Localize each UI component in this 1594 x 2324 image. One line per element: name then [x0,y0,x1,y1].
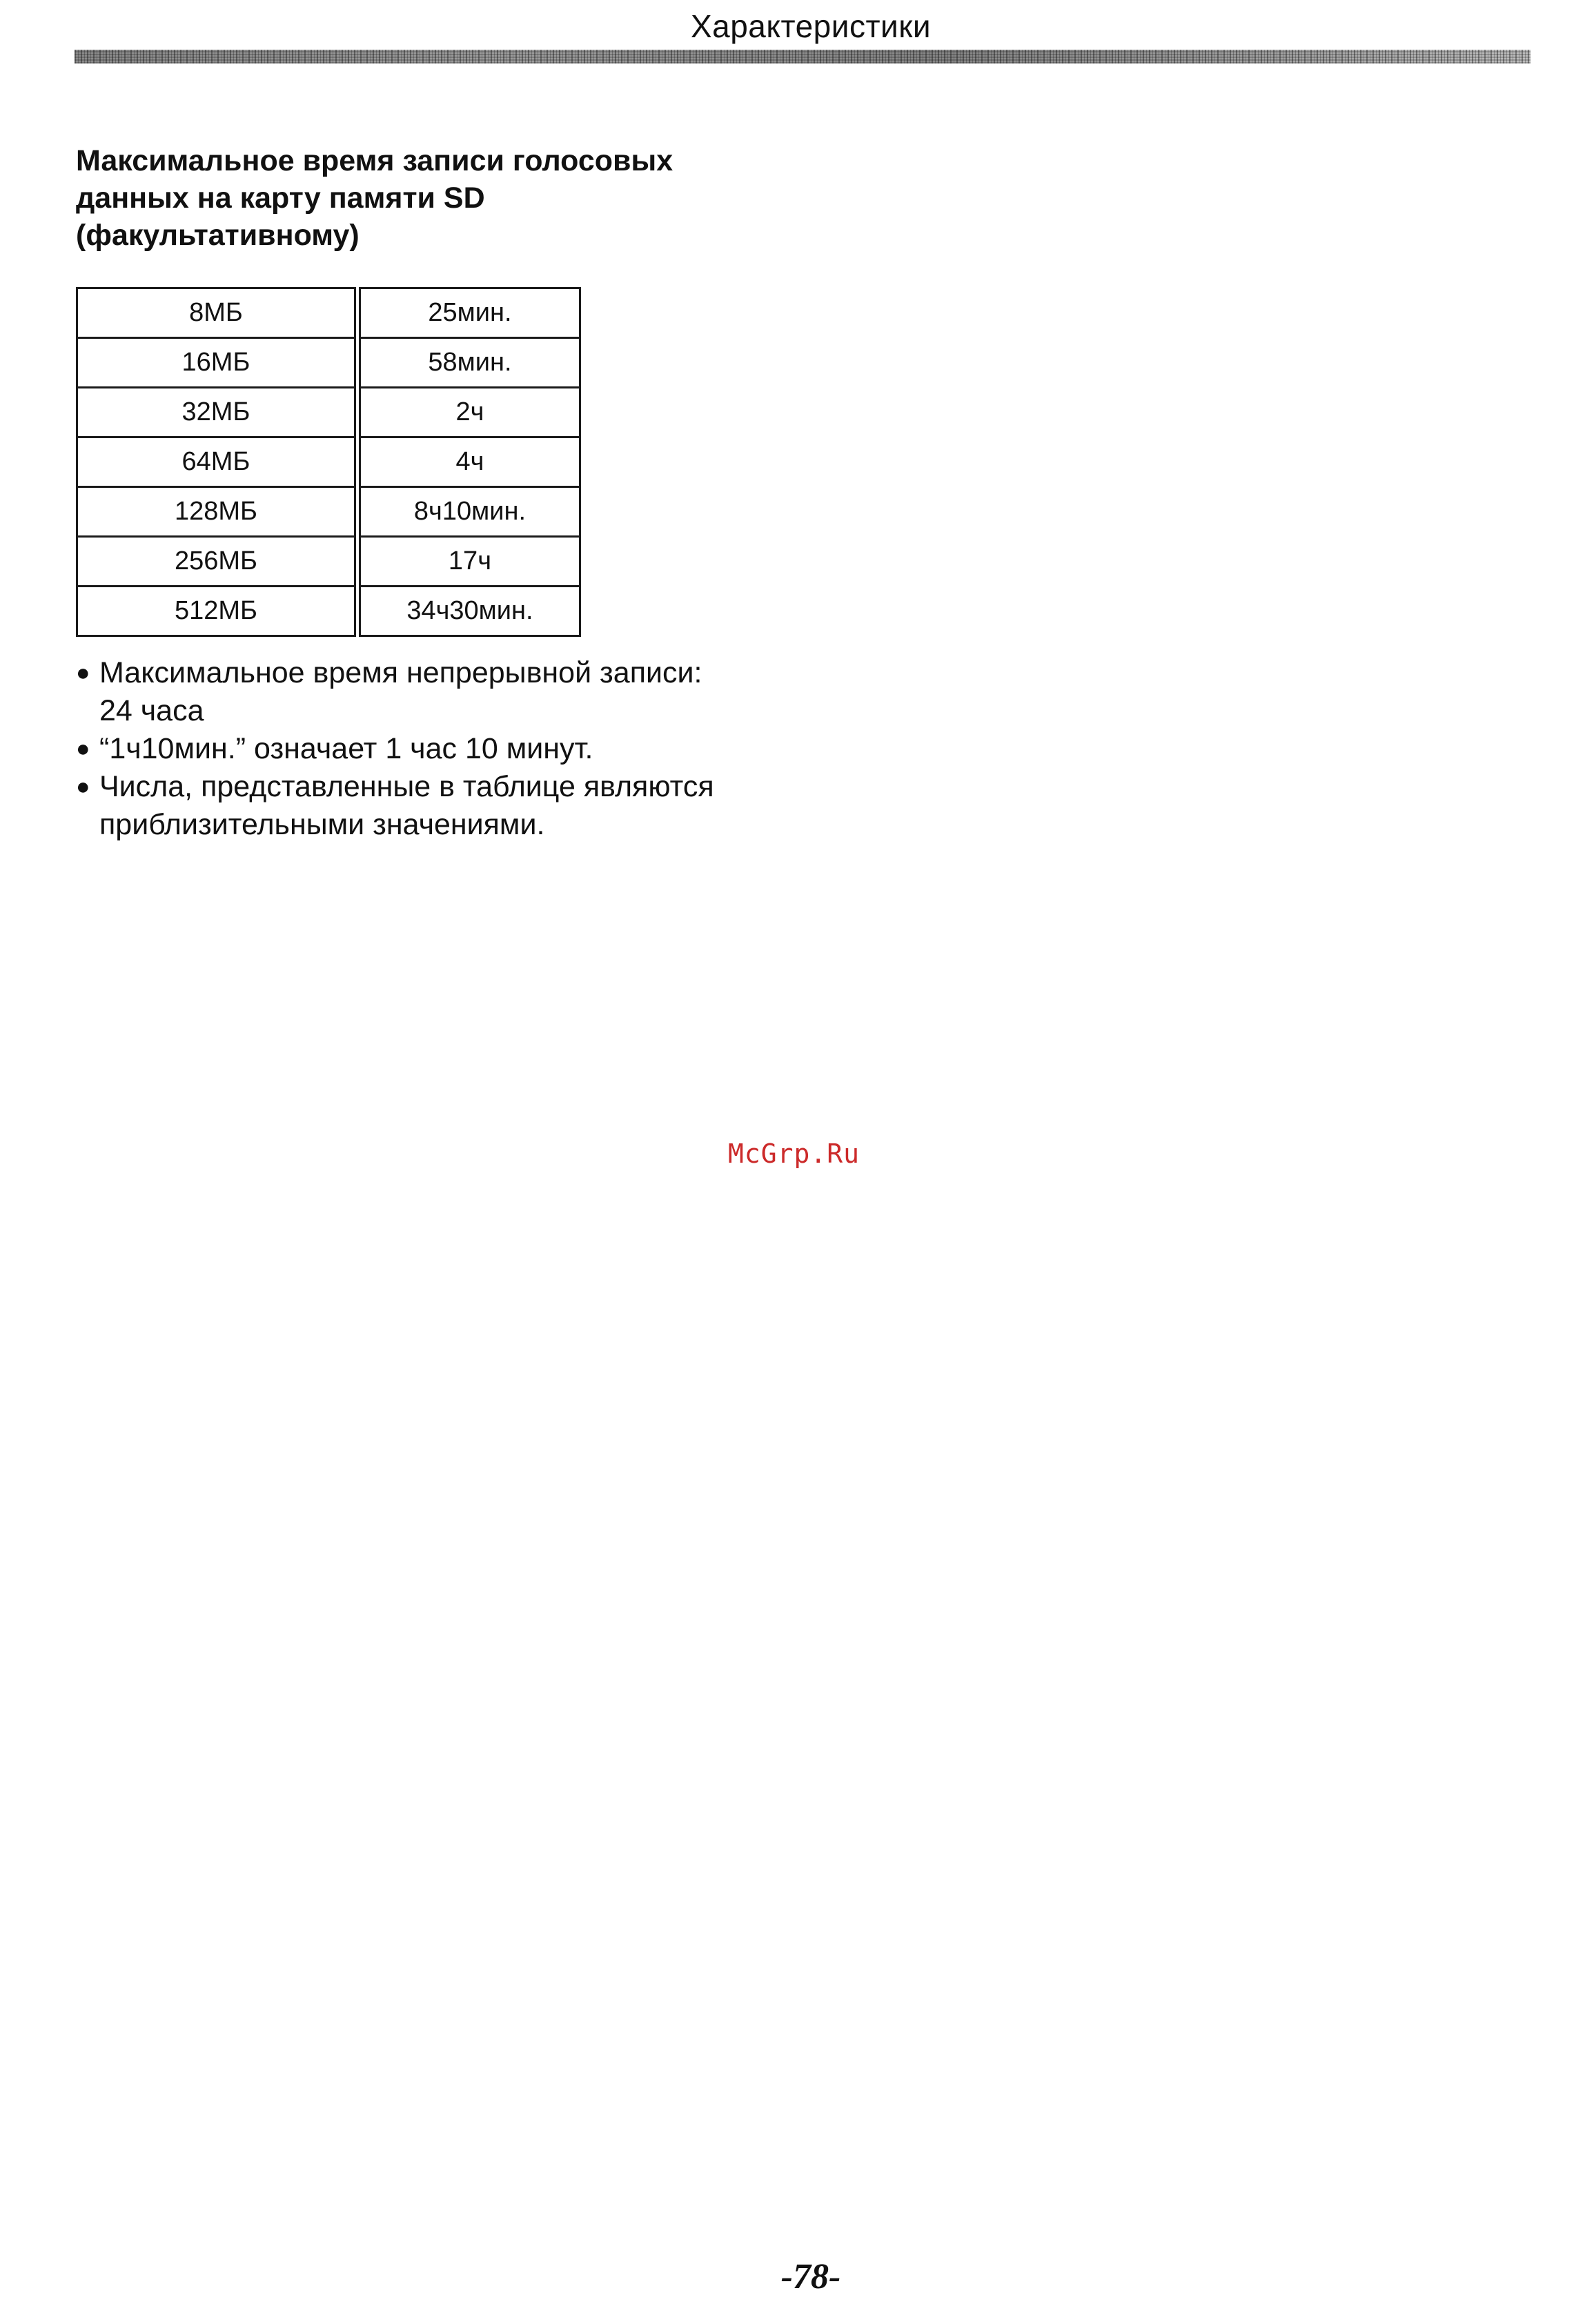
card-size-cell: 256МБ [77,537,357,587]
table-row [77,487,580,537]
watermark-text: McGrp.Ru [728,1139,860,1169]
page-header-title: Характеристики [690,8,932,44]
notes-list [76,654,835,844]
section-title-line: данных на карту памяти SD [76,181,485,215]
page-number: -78- [780,2257,841,2296]
table-row [77,537,580,587]
section-title [76,142,780,254]
table-row [77,437,580,487]
list-item [76,654,835,730]
card-size-cell: 128МБ [77,487,357,537]
bullet-icon: ● [76,736,90,762]
recording-time-cell: 17ч [357,537,580,587]
card-size-cell: 32МБ [77,388,357,437]
note-line: “1ч10мин.” означает 1 час 10 минут. [99,732,593,765]
table-row [77,288,580,338]
recording-time-table [76,287,581,637]
card-size-cell: 16МБ [77,338,357,388]
list-item [76,730,835,768]
recording-time-cell: 58мин. [357,338,580,388]
note-line: Числа, представленные в таблице являются [99,770,714,803]
recording-time-cell: 25мин. [357,288,580,338]
table-row [77,338,580,388]
header-divider-bar [75,50,1531,63]
card-size-cell: 64МБ [77,437,357,487]
note-text [99,730,593,768]
recording-time-cell: 2ч [357,388,580,437]
bullet-icon: ● [76,774,90,800]
note-text [99,654,702,730]
recording-time-cell: 34ч30мин. [357,587,580,636]
card-size-cell: 8МБ [77,288,357,338]
card-size-cell: 512МБ [77,587,357,636]
note-line: 24 часа [99,694,204,727]
list-item [76,768,835,844]
table-row [77,388,580,437]
bullet-icon: ● [76,660,90,686]
recording-time-cell: 4ч [357,437,580,487]
note-text [99,768,714,844]
section-title-line: (факультативному) [76,219,360,252]
table-row [77,587,580,636]
note-line: Максимальное время непрерывной записи: [99,656,702,689]
recording-time-cell: 8ч10мин. [357,487,580,537]
section-title-line: Максимальное время записи голосовых [76,144,673,177]
note-line: приблизительными значениями. [99,808,545,841]
